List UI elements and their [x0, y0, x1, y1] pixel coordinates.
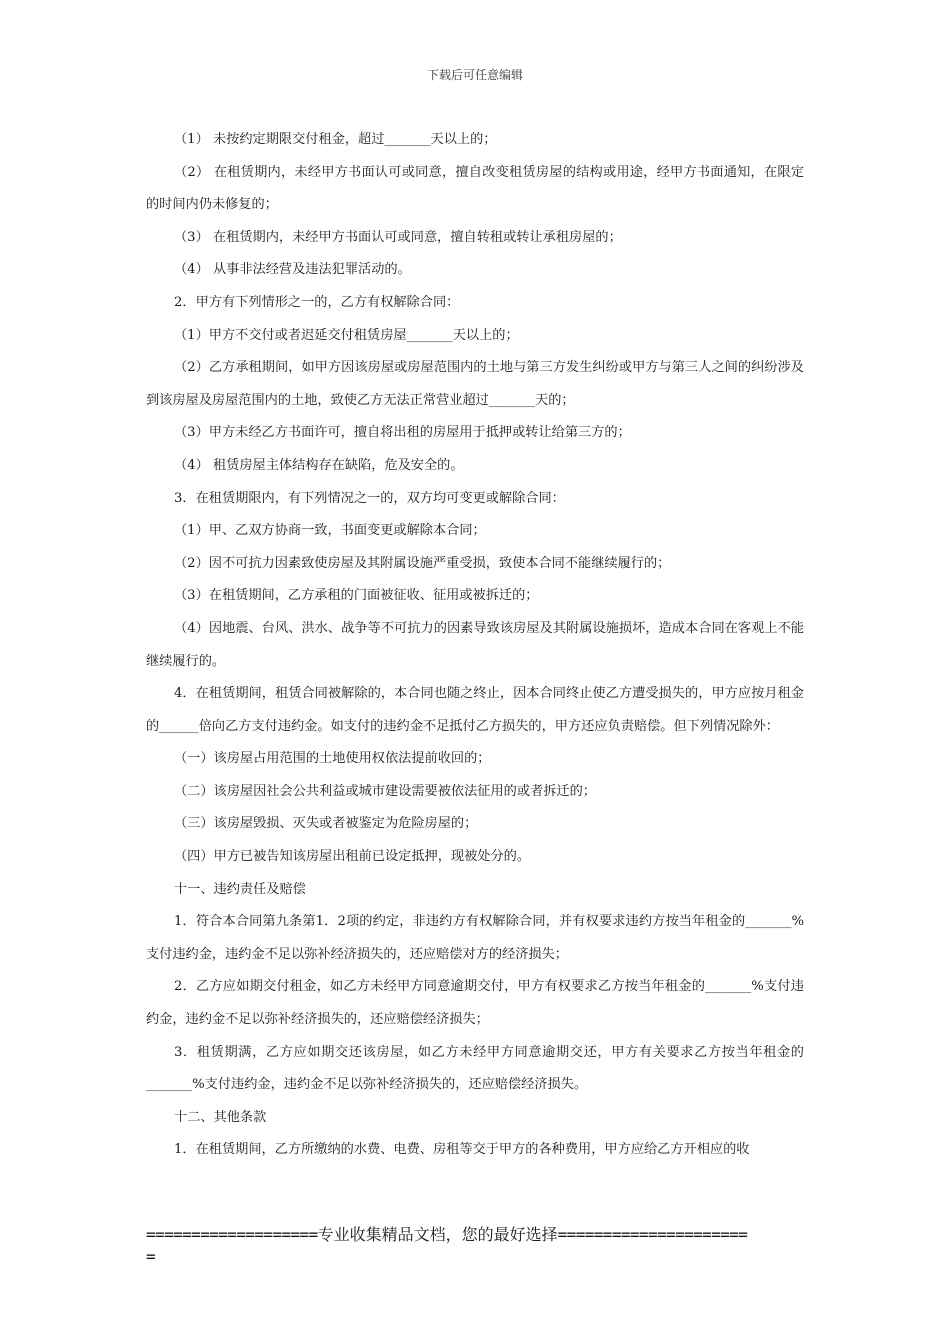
paragraph: 3．租赁期满，乙方应如期交还该房屋，如乙方未经甲方同意逾期交还，甲方有关要求乙方按当年租金的_______%支付违约金，违约金不足以弥补经济损失的，还应赔偿经济损失。 — [146, 1044, 804, 1093]
paragraph: 2．乙方应如期交付租金，如乙方未经甲方同意逾期交付，甲方有权要求乙方按当年租金的_______%支付违约金，违约金不足以弥补经济损失的，还应赔偿经济损失； — [146, 979, 804, 1028]
paragraph: （1）甲、乙双方协商一致，书面变更或解除本合同； — [174, 523, 486, 539]
paragraph: （4）因地震、台风、洪水、战争等不可抗力的因素导致该房屋及其附属设施损坏，造成本合同在客观上不能继续履行的。 — [146, 620, 804, 669]
paragraph: 1．在租赁期间，乙方所缴纳的水费、电费、房租等交于甲方的各种费用，甲方应给乙方开相应的收 — [174, 1142, 750, 1158]
paragraph: （2）乙方承租期间，如甲方因该房屋或房屋范围内的土地与第三方发生纠纷或甲方与第三人之间的纠纷涉及到该房屋及房屋范围内的土地，致使乙方无法正常营业超过_______天的； — [146, 360, 804, 408]
section-heading: 十二、其他条款 — [174, 1109, 267, 1125]
paragraph: （3） 在租赁期内，未经甲方书面认可或同意，擅自转租或转让承租房屋的； — [174, 229, 622, 245]
paragraph: （四）甲方已被告知该房屋出租前已设定抵押，现被处分的。 — [174, 849, 531, 865]
paragraph: （4） 从事非法经营及违法犯罪活动的。 — [174, 262, 411, 278]
paragraph: （二）该房屋因社会公共利益或城市建设需要被依法征用的或者拆迁的； — [174, 783, 596, 799]
document-body — [146, 124, 804, 1167]
section-heading: 十一、违约责任及赔偿 — [174, 881, 306, 897]
paragraph: 4．在租赁期间，租赁合同被解除的，本合同也随之终止，因本合同终止使乙方遭受损失的，甲方应按月租金的______倍向乙方支付违约金。如支付的违约金不足抵付乙方损失的，甲方还应负责赔偿。但下列情况除外： — [146, 686, 804, 734]
paragraph: （1） 未按约定期限交付租金，超过_______天以上的； — [174, 132, 497, 147]
page-footer — [146, 1224, 808, 1268]
page-header: 下载后可任意编辑 — [426, 68, 523, 82]
paragraph: （2）因不可抗力因素致使房屋及其附属设施严重受损，致使本合同不能继续履行的； — [174, 555, 671, 571]
footer-text: 专业收集精品文档，您的最好选择 — [317, 1225, 558, 1244]
footer-tail: = — [146, 1247, 156, 1266]
paragraph: （3）甲方未经乙方书面许可，擅自将出租的房屋用于抵押或转让给第三方的； — [174, 425, 631, 441]
paragraph: （一）该房屋占用范围的土地使用权依法提前收回的； — [174, 751, 491, 767]
footer-rule-left: =================== — [146, 1225, 318, 1244]
paragraph: （3）在租赁期间，乙方承租的门面被征收、征用或被拆迁的； — [174, 588, 539, 604]
footer-line — [146, 1224, 808, 1246]
paragraph: （三）该房屋毁损、灭失或者被鉴定为危险房屋的； — [174, 816, 478, 832]
paragraph: 2．甲方有下列情形之一的，乙方有权解除合同： — [174, 294, 460, 310]
paragraph: （1）甲方不交付或者迟延交付租赁房屋_______天以上的； — [174, 327, 519, 343]
paragraph: （4） 租赁房屋主体结构存在缺陷，危及安全的。 — [174, 457, 464, 473]
paragraph: （2） 在租赁期内，未经甲方书面认可或同意，擅自改变租赁房屋的结构或用途，经甲方书面通知，在限定的时间内仍未修复的； — [146, 164, 804, 213]
paragraph: 1．符合本合同第九条第1．2项的约定，非违约方有权解除合同，并有权要求违约方按当年租金的_______%支付违约金，违约金不足以弥补经济损失的，还应赔偿对方的经济损失； — [146, 914, 804, 962]
footer-rule-right: ===================== — [557, 1225, 748, 1244]
paragraph: 3．在租赁期限内，有下列情况之一的，双方均可变更或解除合同： — [174, 490, 565, 506]
